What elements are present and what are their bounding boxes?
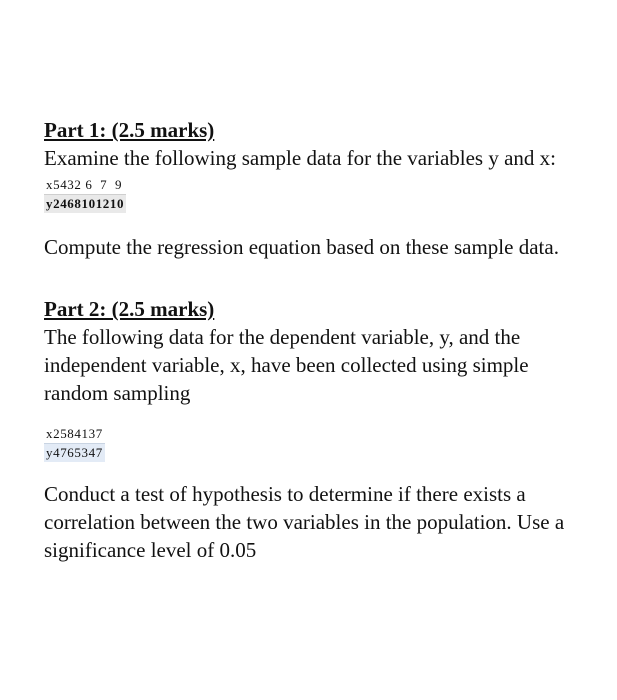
part-2-y-row	[44, 444, 105, 463]
part-1-x-values: x5432 6 7 9	[46, 177, 123, 192]
part-2-x-values: x2584137	[46, 426, 103, 441]
part-1-y-values: y2468101210	[46, 196, 125, 211]
part-1-section	[44, 116, 589, 261]
part-2-heading: Part 2: (2.5 marks)	[44, 297, 215, 321]
part-2-question: Conduct a test of hypothesis to determine if there exists a correlation between the two variables in the population. Use a significance level of 0.05	[44, 482, 565, 562]
document-body	[44, 116, 589, 564]
part-1-x-row	[44, 176, 126, 195]
part-2-intro: The following data for the dependent variable, y, and the independent variable, x, have been collected using simple random sampling	[44, 325, 529, 405]
part-1-intro: Examine the following sample data for the variables y and x:	[44, 146, 557, 170]
part-2-data-table	[44, 425, 105, 462]
part-1-data-table	[44, 176, 126, 213]
part-2-y-values: y4765347	[46, 445, 103, 460]
part-2-section	[44, 295, 589, 564]
part-1-question: Compute the regression equation based on these sample data.	[44, 235, 559, 259]
part-2-x-row	[44, 425, 105, 444]
part-1-heading: Part 1: (2.5 marks)	[44, 118, 215, 142]
part-1-y-row	[44, 195, 126, 214]
